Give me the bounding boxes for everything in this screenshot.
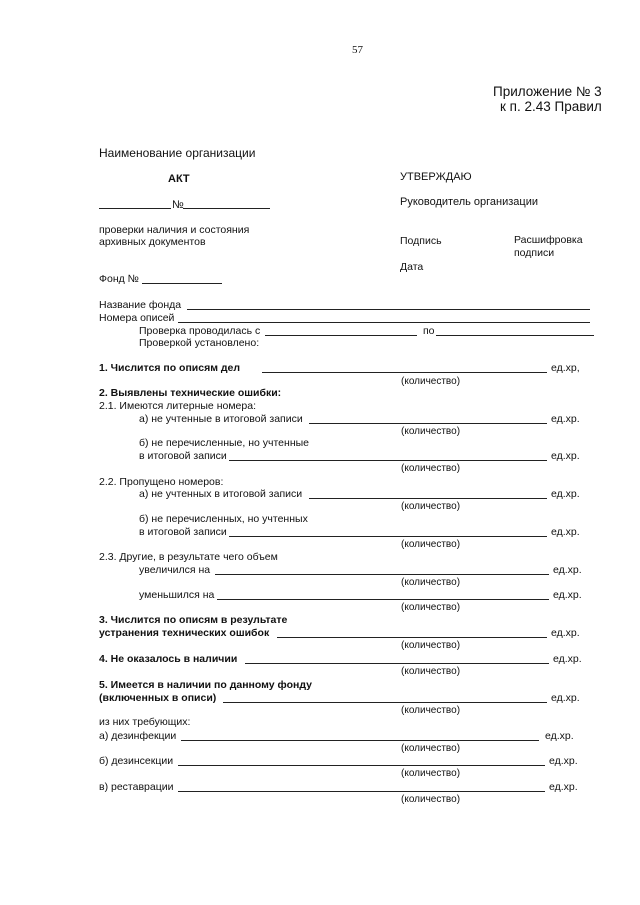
- item-2-2b-label2: в итоговой записи: [139, 526, 227, 538]
- restoration-qty: (количество): [401, 794, 461, 805]
- item-2-1a-line: [309, 423, 547, 424]
- fond-number-line: [142, 283, 222, 284]
- item-2-1a-unit: ед.хр.: [551, 413, 580, 425]
- item-2-2-label: 2.2. Пропущено номеров:: [99, 476, 224, 488]
- inventory-numbers-label: Номера описей: [99, 312, 175, 324]
- requiring-label: из них требующих:: [99, 716, 191, 728]
- item-2-2b-qty: (количество): [401, 539, 461, 550]
- item-2-1a-label: а) не учтенные в итоговой записи: [139, 413, 303, 425]
- item-2-3-inc-qty: (количество): [401, 577, 461, 588]
- decode-label-line2: подписи: [514, 247, 555, 259]
- item-2-1b-unit: ед.хр.: [551, 450, 580, 462]
- item-2-1a-qty: (количество): [401, 426, 461, 437]
- date-label: Дата: [400, 261, 424, 273]
- item-4-label: 4. Не оказалось в наличии: [99, 653, 238, 665]
- item-2-3-dec-label: уменьшился на: [139, 589, 215, 601]
- restoration-unit: ед.хр.: [549, 781, 578, 793]
- item-2-2a-label: а) не учтенных в итоговой записи: [139, 488, 303, 500]
- item-2-2a-line: [309, 498, 547, 499]
- item-2-2b-unit: ед.хр.: [551, 526, 580, 538]
- item-2-3-dec-line: [217, 599, 549, 600]
- act-desc-line1: проверки наличия и состояния: [99, 224, 250, 236]
- approve-head: Руководитель организации: [400, 196, 539, 208]
- item-2-1b-label2: в итоговой записи: [139, 450, 227, 462]
- check-to-line: [436, 335, 594, 336]
- fond-number-label: Фонд №: [99, 273, 139, 285]
- item-2-3-dec-qty: (количество): [401, 602, 461, 613]
- item-2-1b-label1: б) не перечисленные, но учтенные: [139, 437, 309, 449]
- item-5-label2: (включенных в описи): [99, 692, 217, 704]
- item-4-line: [245, 663, 549, 664]
- disinsection-unit: ед.хр.: [549, 755, 578, 767]
- signature-label: Подпись: [400, 235, 442, 247]
- disinfection-line: [181, 740, 539, 741]
- item-3-unit: ед.хр.: [551, 627, 580, 639]
- item-3-line: [277, 637, 547, 638]
- item-2-label: 2. Выявлены технические ошибки:: [99, 387, 282, 399]
- item-5-qty: (количество): [401, 705, 461, 716]
- item-2-2b-label1: б) не перечисленных, но учтенных: [139, 513, 308, 525]
- item-2-2a-qty: (количество): [401, 501, 461, 512]
- item-2-1b-qty: (количество): [401, 463, 461, 474]
- disinsection-label: б) дезинсекции: [99, 755, 174, 767]
- item-3-label1: 3. Числится по описям в результате: [99, 614, 288, 626]
- item-2-1-label: 2.1. Имеются литерные номера:: [99, 400, 256, 412]
- act-number-line: [183, 208, 270, 209]
- item-2-1b-line: [229, 460, 547, 461]
- item-3-label2: устранения технических ошибок: [99, 627, 270, 639]
- established-label: Проверкой установлено:: [139, 337, 260, 349]
- item-2-2a-unit: ед.хр.: [551, 488, 580, 500]
- act-number-label: №: [172, 199, 184, 211]
- decode-label-line1: Расшифровка: [514, 234, 583, 246]
- item-3-qty: (количество): [401, 640, 461, 651]
- item-1-label: 1. Числится по описям дел: [99, 362, 241, 374]
- org-name-label: Наименование организации: [99, 146, 256, 160]
- disinfection-unit: ед.хр.: [545, 730, 574, 742]
- page-number: 57: [352, 44, 363, 56]
- act-desc-line2: архивных документов: [99, 236, 206, 248]
- check-from-line: [265, 335, 417, 336]
- item-2-3-label: 2.3. Другие, в результате чего объем: [99, 551, 278, 563]
- item-1-line: [262, 372, 547, 373]
- item-2-3-inc-label: увеличился на: [139, 564, 211, 576]
- item-2-3-inc-line: [215, 574, 549, 575]
- appendix-title: Приложение № 3: [493, 84, 602, 99]
- disinsection-qty: (количество): [401, 768, 461, 779]
- item-4-unit: ед.хр.: [553, 653, 582, 665]
- fond-name-line: [187, 309, 590, 310]
- item-1-unit: ед.хр,: [551, 362, 580, 374]
- item-5-line: [223, 702, 547, 703]
- item-4-qty: (количество): [401, 666, 461, 677]
- check-to-label: по: [423, 325, 435, 337]
- act-title: АКТ: [168, 173, 190, 185]
- fond-name-label: Название фонда: [99, 299, 182, 311]
- item-2-3-dec-unit: ед.хр.: [553, 589, 582, 601]
- appendix-reference: к п. 2.43 Правил: [500, 99, 602, 114]
- check-from-label: Проверка проводилась с: [139, 325, 261, 337]
- restoration-line: [178, 791, 545, 792]
- disinfection-label: а) дезинфекции: [99, 730, 177, 742]
- disinfection-qty: (количество): [401, 743, 461, 754]
- item-2-3-inc-unit: ед.хр.: [553, 564, 582, 576]
- inventory-numbers-line: [178, 322, 590, 323]
- approve-title: УТВЕРЖДАЮ: [400, 171, 472, 183]
- item-5-unit: ед.хр.: [551, 692, 580, 704]
- item-1-qty: (количество): [401, 376, 461, 387]
- item-2-2b-line: [229, 536, 547, 537]
- act-date-line: [99, 208, 171, 209]
- item-5-label1: 5. Имеется в наличии по данному фонду: [99, 679, 312, 691]
- disinsection-line: [178, 765, 545, 766]
- restoration-label: в) реставрации: [99, 781, 174, 793]
